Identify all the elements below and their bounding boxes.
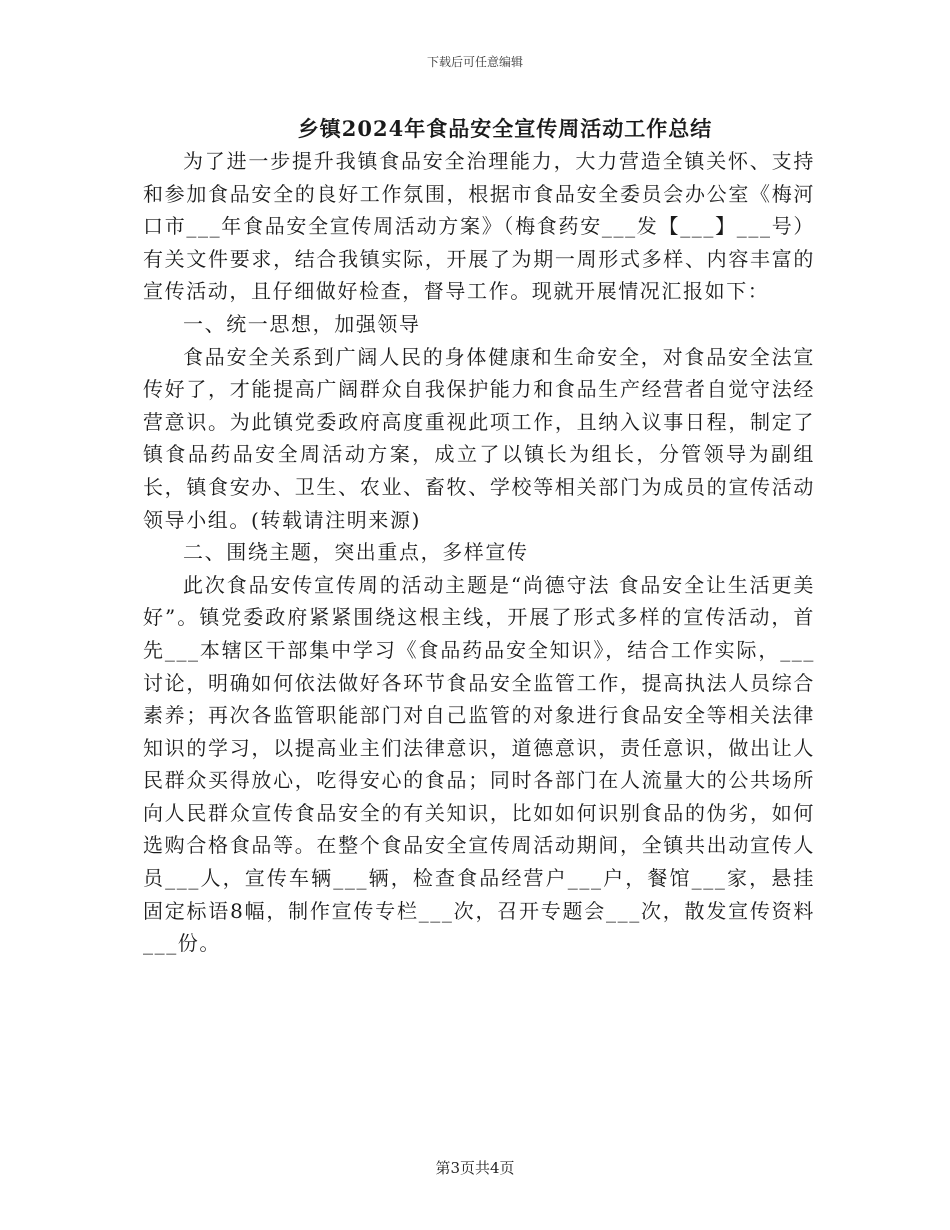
document-body bbox=[143, 145, 815, 960]
document-title: 乡镇2024年食品安全宣传周活动工作总结 bbox=[297, 116, 713, 141]
page-footer: 第3页共4页 bbox=[435, 1159, 515, 1177]
section-heading-2: 二、围绕主题，突出重点，多样宣传 bbox=[183, 540, 529, 565]
header-note: 下载后可任意编辑 bbox=[426, 55, 523, 69]
paragraph-intro: 为了进一步提升我镇食品安全治理能力，大力营造全镇关怀、支持和参加食品安全的良好工作氛围，根据市食品安全委员会办公室《梅河口市___年食品安全宣传周活动方案》（梅食药安___发【___】___号）有关文件要求，结合我镇实际，开展了为期一周形式多样、内容丰富的宣传活动，且仔细做好检查，督导工作。现就开展情况汇报如下： bbox=[143, 149, 815, 304]
section-heading-1: 一、统一思想，加强领导 bbox=[183, 311, 421, 336]
paragraph-leadership: 食品安全关系到广阔人民的身体健康和生命安全，对食品安全法宣传好了，才能提高广阔群众自我保护能力和食品生产经营者自觉守法经营意识。为此镇党委政府高度重视此项工作，且纳入议事日程，制定了镇食品药品安全周活动方案，成立了以镇长为组长，分管领导为副组长，镇食安办、卫生、农业、畜牧、学校等相关部门为成员的宣传活动领导小组。(转载请注明来源) bbox=[143, 344, 815, 532]
paragraph-campaign: 此次食品安传宣传周的活动主题是“尚德守法 食品安全让生活更美好”。镇党委政府紧紧围绕这根主线，开展了形式多样的宣传活动，首先___本辖区干部集中学习《食品药品安全知识》，结合工作实际，___讨论，明确如何依法做好各环节食品安全监管工作，提高执法人员综合素养；再次各监管职能部门对自己监管的对象进行食品安全等相关法律知识的学习，以提高业主们法律意识，道德意识，责任意识，做出让人民群众买得放心，吃得安心的食品；同时各部门在人流量大的公共场所向人民群众宣传食品安全的有关知识，比如如何识别食品的伪劣，如何选购合格食品等。在整个食品安全宣传周活动期间，全镇共出动宣传人员___人，宣传车辆___辆，检查食品经营户___户，餐馆___家，悬挂固定标语8幅，制作宣传专栏___次，召开专题会___次，散发宣传资料___份。 bbox=[143, 572, 815, 956]
